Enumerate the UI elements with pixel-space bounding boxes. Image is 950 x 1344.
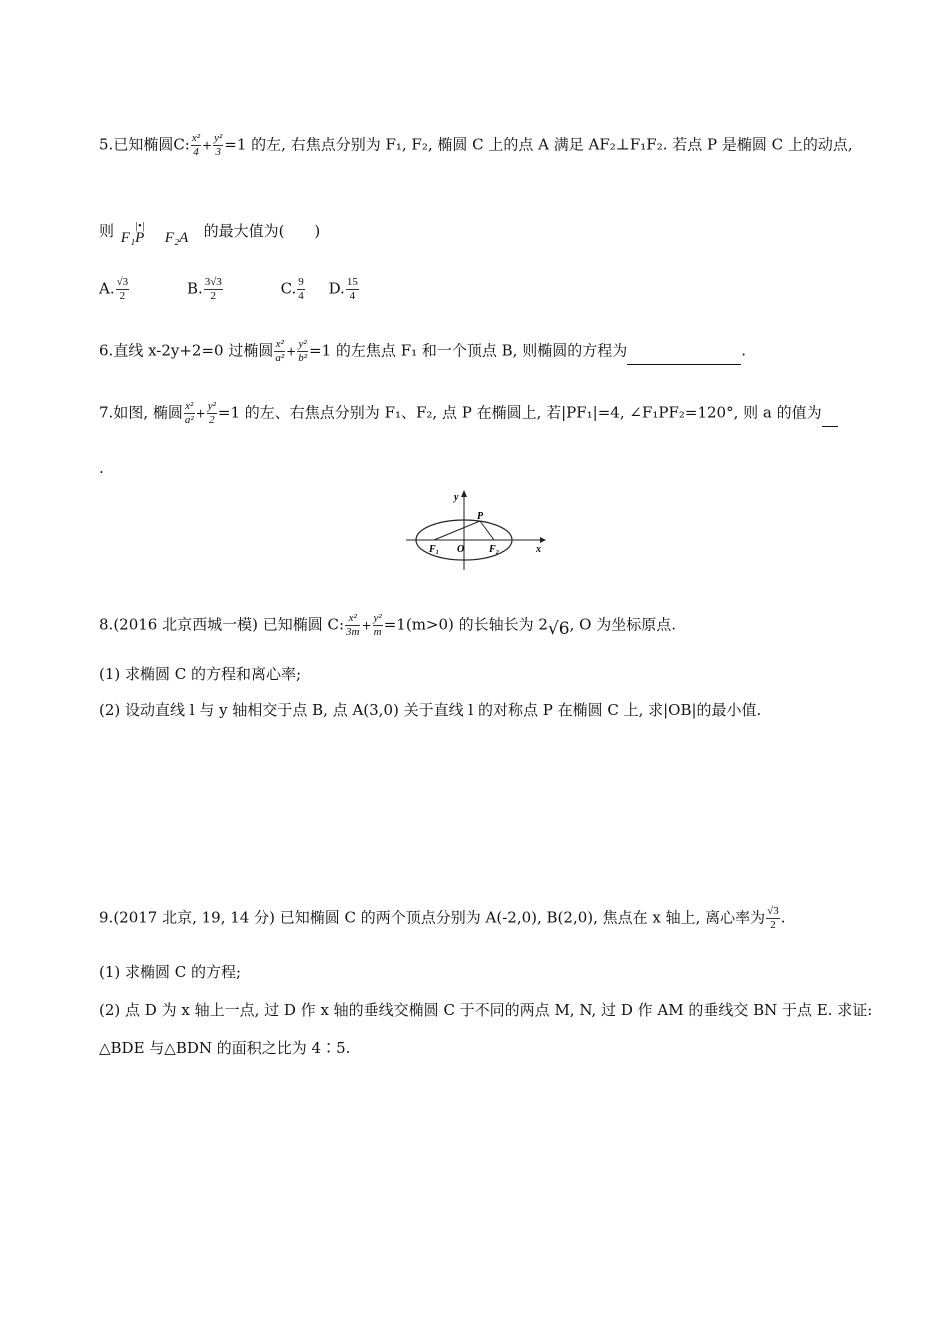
- q7-plus: +: [195, 406, 206, 421]
- q7-number: 7.: [99, 403, 114, 422]
- q7-frac1: [184, 400, 195, 427]
- q9-line: [99, 905, 786, 932]
- q5-dot: |•|: [134, 220, 145, 232]
- q5-option-d-num: 15: [346, 276, 358, 288]
- q5-frac2-den: 3: [215, 146, 221, 158]
- q7-answer-blank[interactable]: [822, 410, 838, 427]
- q8-frac1-den: 3m: [346, 626, 360, 638]
- q8-text-b: =1(m>0) 的长轴长为 2: [383, 615, 548, 634]
- q9-end: .: [780, 908, 786, 927]
- ellipse-figure: [400, 486, 550, 574]
- q8-part1: (1) 求椭圆 C 的方程和离心率;: [99, 665, 302, 683]
- q6-end: .: [741, 341, 746, 360]
- q8-part2: (2) 设动直线 l 与 y 轴相交于点 B, 点 A(3,0) 关于直线 l 的对称点 P 在椭圆 C 上, 求|OB|的最小值.: [99, 701, 762, 719]
- q8-frac1-num: x²: [345, 612, 360, 626]
- q5-vector-expression: [119, 216, 199, 246]
- q5-option-c-den: 4: [298, 290, 304, 302]
- q7-line: [99, 400, 838, 427]
- label-y: y: [454, 492, 459, 503]
- q5-option-d-label: D.: [328, 279, 345, 298]
- q5-frac2-num: y²: [214, 132, 223, 144]
- q8-frac2-num: y²: [373, 612, 382, 624]
- q9-text-a: (2017 北京, 19, 14 分) 已知椭圆 C 的两个顶点分别为 A(-2,0), B(2,0), 焦点在 x 轴上, 离心率为: [113, 908, 766, 927]
- q5-option-b-label: B.: [186, 279, 203, 298]
- q6-frac1-den: a²: [275, 352, 285, 364]
- q6-text-a: 直线 x-2y+2=0 过椭圆: [113, 341, 274, 360]
- q8-text-a: (2016 北京西城一模) 已知椭圆 C:: [113, 615, 345, 634]
- q7-frac2: [207, 400, 217, 427]
- q5-vec1: F₁P: [120, 230, 145, 246]
- q7-text-a: 如图, 椭圆: [113, 403, 183, 422]
- q5-option-c: [281, 276, 306, 303]
- q5-option-b-frac: [204, 276, 223, 303]
- q7-frac1-num: x²: [185, 400, 194, 412]
- q8-text-c: , O 为坐标原点.: [569, 615, 676, 634]
- q9-part1: (1) 求椭圆 C 的方程;: [99, 963, 242, 981]
- q8-frac2: [373, 612, 383, 639]
- q8-frac1: [345, 612, 360, 639]
- q5-plus: +: [202, 138, 213, 153]
- q8-plus: +: [361, 618, 372, 633]
- q7-end: .: [99, 459, 104, 477]
- q5-text-d: 的最大值为( ): [203, 222, 321, 240]
- q5-option-c-label: C.: [280, 279, 297, 298]
- q5-line2: [99, 216, 321, 246]
- label-f2: F₂: [489, 544, 500, 555]
- q9-part3: △BDE 与△BDN 的面积之比为 4∶5.: [99, 1039, 351, 1057]
- q6-frac1-num: x²: [275, 338, 284, 350]
- q7-text-b: =1 的左、右焦点分别为 F₁、F₂, 点 P 在椭圆上, 若|PF₁|=4, ∠F₁PF₂=120°, 则 a 的值为: [217, 403, 822, 422]
- label-o: O: [457, 544, 465, 555]
- label-f1: F₁: [429, 544, 440, 555]
- label-p: P: [477, 511, 484, 522]
- q9-frac-num: √3: [767, 905, 779, 917]
- q5-option-d-frac: [346, 276, 359, 303]
- q8-number: 8.: [99, 615, 114, 634]
- q7-frac2-den: 2: [209, 414, 215, 426]
- segment-pf1: [434, 521, 480, 540]
- q6-number: 6.: [99, 341, 114, 360]
- q6-frac2-den: b²: [298, 352, 308, 364]
- q5-option-a-num: √3: [116, 276, 129, 288]
- x-axis-arrow: [540, 537, 546, 543]
- q5-vec2: F₂A: [164, 230, 189, 246]
- q5-option-c-frac: [297, 276, 305, 303]
- q5-frac1: [191, 132, 201, 159]
- q5-option-b-den: 2: [210, 290, 216, 302]
- q5-option-b: [187, 276, 224, 303]
- q6-answer-blank[interactable]: [627, 348, 741, 365]
- q5-option-a-frac: [116, 276, 130, 303]
- q9-part2: (2) 点 D 为 x 轴上一点, 过 D 作 x 轴的垂线交椭圆 C 于不同的两点 M, N, 过 D 作 AM 的垂线交 BN 于点 E. 求证:: [99, 1001, 873, 1019]
- q5-frac2: [213, 132, 223, 159]
- q7-frac1-den: a²: [184, 414, 194, 426]
- q5-options: [99, 276, 412, 303]
- q5-option-c-num: 9: [298, 276, 304, 288]
- q5-option-a: [99, 276, 130, 303]
- q5-number: 5.: [99, 135, 114, 154]
- q6-plus: +: [286, 344, 297, 359]
- q5-text-b: =1 的左, 右焦点分别为 F₁, F₂, 椭圆 C 上的点 A 满足 AF₂⊥F₁F₂. 若点 P 是椭圆 C 上的动点,: [224, 135, 853, 154]
- q9-frac: [766, 905, 780, 932]
- q5-option-a-label: A.: [99, 279, 115, 298]
- y-axis-arrow: [461, 490, 467, 497]
- q9-number: 9.: [99, 908, 114, 927]
- q8-sqrt6: √6: [547, 618, 570, 639]
- q9-frac-den: 2: [770, 919, 776, 931]
- q5-option-d-den: 4: [349, 290, 356, 302]
- q5-line1: [99, 132, 853, 159]
- q5-option-b-num: 3√3: [204, 276, 222, 288]
- q6-text-b: =1 的左焦点 F₁ 和一个顶点 B, 则椭圆的方程为: [309, 341, 628, 360]
- q5-text-a: 已知椭圆C:: [113, 135, 190, 154]
- q5-frac1-num: x²: [191, 132, 201, 144]
- q6-frac1: [274, 338, 285, 365]
- q8-line: [99, 612, 676, 639]
- q8-frac2-den: m: [373, 626, 382, 638]
- q5-option-a-den: 2: [119, 290, 126, 302]
- q5-text-c: 则: [99, 222, 115, 240]
- q6-line: [99, 338, 746, 365]
- q5-frac1-den: 4: [193, 146, 199, 158]
- q6-frac2-num: y²: [298, 338, 307, 350]
- q5-option-d: [329, 276, 360, 303]
- q7-frac2-num: y²: [207, 400, 216, 412]
- q6-frac2: [297, 338, 308, 365]
- label-x: x: [536, 544, 541, 555]
